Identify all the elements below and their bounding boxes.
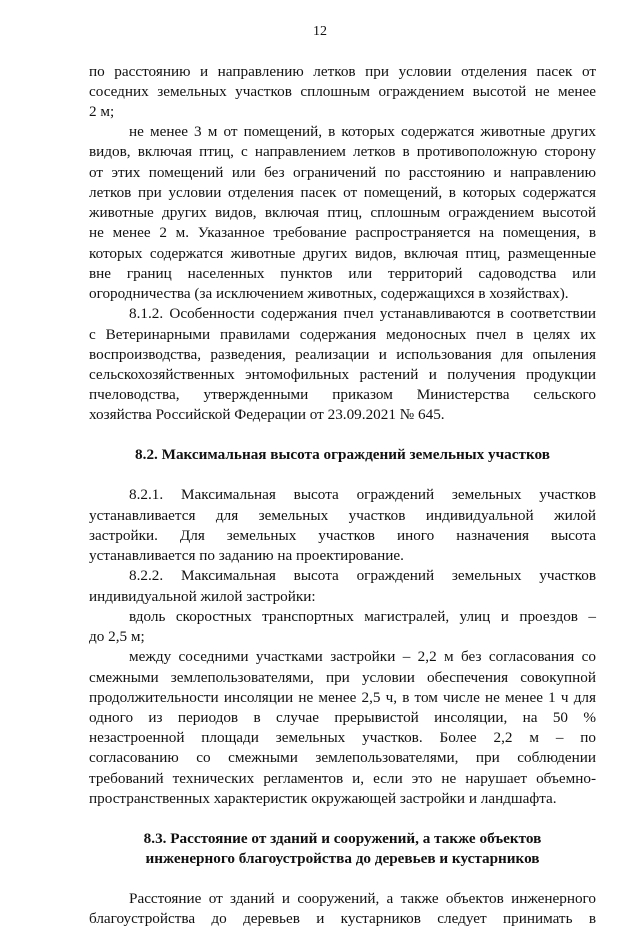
text-line: 8.2.1. Максимальная высота ограждений земельных участков	[129, 486, 596, 503]
text-line: требований технических регламентов и, если это не нарушает объемно-	[89, 770, 596, 787]
text-line: воспроизводства, разведения, реализации и использования для опыления	[89, 346, 596, 363]
text-line: сельскохозяйственных энтомофильных растений и получения продукции	[89, 366, 596, 383]
text-line: с Ветеринарными правилами содержания медоносных пчел в целях их	[89, 326, 596, 343]
section-heading: 8.3. Расстояние от зданий и сооружений, а также объектов	[143, 830, 542, 847]
text-line: животные других видов, включая птиц, сплошным ограждением высотой	[89, 204, 596, 221]
text-line: пространственных характеристик окружающей застройки и ландшафта.	[89, 790, 557, 807]
text-line: между соседними участками застройки – 2,2 м без согласования со	[129, 648, 596, 665]
text-line: не менее 2 м. Указанное требование распространяется на помещения, в	[89, 224, 596, 241]
text-line: вне границ населенных пунктов или территорий садоводства или	[89, 265, 596, 282]
text-line: 2 м;	[89, 103, 115, 120]
text-line: 8.1.2. Особенности содержания пчел устанавливаются в соответствии	[129, 305, 596, 322]
text-line: от этих помещений или без ограничений по расстоянию и направлению	[89, 164, 596, 181]
text-line: продолжительности инсоляции не менее 2,5 ч, в том числе не менее 1 ч для	[89, 689, 596, 706]
text-line: устанавливается для земельных участков индивидуальной жилой	[89, 507, 596, 524]
text-line: не менее 3 м от помещений, в которых содержатся животные других	[129, 123, 596, 140]
text-line: смежными землепользователями, при условии обеспечения совокупной	[89, 669, 596, 686]
section-heading: 8.2. Максимальная высота ограждений земельных участков	[135, 446, 550, 463]
text-line: которых содержатся животные других видов, включая птиц, размещенные	[89, 245, 596, 262]
text-line: 8.2.2. Максимальная высота ограждений земельных участков	[129, 567, 596, 584]
text-line: согласованию со смежными землепользователями, при соблюдении	[89, 749, 596, 766]
text-line: пчеловодства, утвержденными приказом Министерства сельского	[89, 386, 596, 403]
text-line: соседних земельных участков сплошным ограждением высотой не менее	[89, 83, 596, 100]
text-line: огородничества (за исключением животных, содержащихся в хозяйствах).	[89, 285, 569, 302]
text-line: до 2,5 м;	[89, 628, 145, 645]
text-line: застройки. Для земельных участков иного назначения высота	[89, 527, 596, 544]
text-line: вдоль скоростных транспортных магистралей, улиц и проездов –	[129, 608, 596, 625]
text-line: индивидуальной жилой застройки:	[89, 588, 316, 605]
page-number: 12	[313, 24, 327, 39]
text-line: по расстоянию и направлению летков при условии отделения пасек от	[89, 63, 596, 80]
text-line: хозяйства Российской Федерации от 23.09.2021 № 645.	[89, 406, 445, 423]
section-heading: инженерного благоустройства до деревьев и кустарников	[145, 850, 540, 867]
text-line: устанавливается по заданию на проектирование.	[89, 547, 404, 564]
text-line: видов, включая птиц, с направлением летков в противоположную сторону	[89, 143, 596, 160]
text-line: летков при условии отделения пасек от помещений, в которых содержатся	[89, 184, 596, 201]
text-line: одного из периодов в случае прерывистой инсоляции, на 50 %	[89, 709, 596, 726]
text-line: благоустройства до деревьев и кустарников следует принимать в	[89, 910, 596, 927]
text-line: Расстояние от зданий и сооружений, а также объектов инженерного	[129, 890, 596, 907]
text-line: незастроенной площади земельных участков. Более 2,2 м – по	[89, 729, 596, 746]
